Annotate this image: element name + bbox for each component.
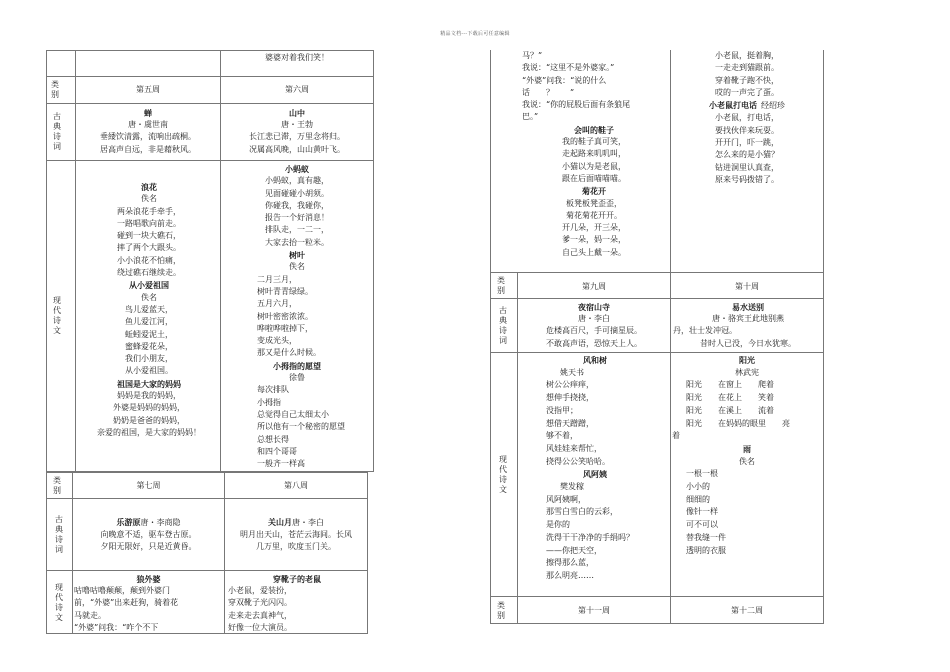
- poem-line: 阳光 在溪上 流着: [686, 405, 774, 415]
- poem-line: 丹，壮士发冲冠。: [673, 326, 737, 336]
- poem-line: 徐鲁: [289, 373, 305, 383]
- poem-title: 小蚂蚁: [285, 164, 309, 174]
- poem-line: 五月六月，: [257, 299, 297, 309]
- poem-line: 前，“外婆”出来赶狗，骑着花: [74, 598, 179, 608]
- poem-line: 碰到一块大礁石，: [117, 231, 181, 241]
- poem-line: “外婆”问我：“说的什么: [522, 75, 607, 85]
- poem-author: 唐・王勃: [281, 120, 313, 130]
- poem-line: 林武宪: [735, 367, 759, 377]
- poem-line: 鸟儿爱蓝天，: [125, 304, 173, 314]
- poem-line: 我说：“这里不是外婆家。”: [522, 63, 615, 73]
- poem-title: 蝉: [144, 108, 152, 118]
- w8-classical: [225, 516, 367, 554]
- poem-line: 原来号码拨错了。: [715, 174, 779, 184]
- classical-label: 古典诗词: [53, 112, 61, 151]
- poem-line: 妈妈是我的妈妈，: [117, 391, 181, 401]
- poem-line: 透明的衣服: [686, 545, 726, 555]
- poem-title: 浪花: [141, 182, 157, 192]
- w6-modern: [223, 163, 371, 470]
- poem-line: 穿着靴子跑不快，: [715, 75, 779, 85]
- poem-line: 巴。”: [522, 112, 539, 122]
- poem-line: 小老鼠，爱装扮，: [228, 586, 292, 596]
- poem-line: 向晚意不适，驱车登古原。: [100, 530, 197, 540]
- poem-line: 此地别燕: [752, 314, 784, 324]
- poem-line: 够不着，: [546, 431, 578, 441]
- poem-line: 几万里，吹度玉门关。: [256, 542, 336, 552]
- poem-line: 亲爱的祖国，是大家的妈妈！: [97, 427, 201, 437]
- poem-line: 不敢高声语，恐惊天上人。: [546, 338, 642, 348]
- poem-title: 穿靴子的老鼠: [273, 574, 321, 584]
- poem-title: 关山月: [268, 517, 292, 527]
- poem-line: 外婆是妈妈的妈妈，: [113, 403, 185, 413]
- poem-line: 可不可以: [686, 520, 718, 530]
- category-label: 类别: [497, 600, 505, 620]
- poem-line: 我的鞋子真可笑，: [562, 137, 626, 147]
- poem-line: 况属高风晚，山山黄叶飞。: [249, 144, 345, 154]
- poem-line: 阳光 在窗上 爬着: [686, 380, 774, 390]
- category-label: 类别: [51, 80, 59, 99]
- w5-classical: [76, 107, 220, 156]
- poem-line: 小蚂蚁，真有趣，: [265, 176, 329, 186]
- poem-line: 洗得干干净净的手绢吗？: [546, 532, 634, 542]
- poem-line: 树叶密密浓浓。: [257, 311, 313, 321]
- poem-line: 菊花菊花开开。: [566, 210, 622, 220]
- category-label: 类别: [497, 275, 505, 295]
- w5-modern: [78, 181, 220, 439]
- poem-line: 那又是什么时候。: [257, 348, 321, 358]
- poem-title: 风和树: [583, 355, 607, 365]
- poem-line: 想借天蹭蹭，: [546, 418, 594, 428]
- poem-line: 报告一个好消息！: [265, 213, 329, 223]
- poem-line: 我们小朋友，: [125, 354, 173, 364]
- poem-line: 大家去抬一粒米。: [265, 237, 329, 247]
- poem-line: 小老鼠，打电话，: [715, 113, 779, 123]
- classical-label: 古典诗词: [55, 514, 63, 554]
- poem-line: 替我缝一件: [686, 532, 726, 542]
- poem-line: 咕噜咕噜颠颠，颠到外婆门: [74, 586, 170, 596]
- w9-classical: [518, 301, 670, 350]
- poem-title: 会叫的鞋子: [574, 124, 614, 135]
- week-12-header: 第十二周: [731, 606, 763, 615]
- poem-line: 跟在后面喵喵喵。: [562, 173, 626, 183]
- poem-author: 唐・虞世南: [128, 120, 168, 130]
- poem-line: 我说：“你的屁股后面有条狼尾: [522, 100, 631, 110]
- week-10-header: 第十周: [735, 282, 759, 291]
- poem-line: 樊发稼: [560, 482, 584, 492]
- continued-poems-left: [520, 50, 668, 259]
- poem-title: 菊花开: [582, 186, 606, 197]
- poem-line: 从小爱祖国。: [125, 366, 173, 376]
- week-5-header: 第五周: [136, 85, 160, 94]
- poem-line: 居高声自远，非是藉秋风。: [100, 144, 196, 154]
- week-6-header: 第六周: [285, 85, 309, 94]
- poem-line: 鱼儿爱江河，: [125, 317, 173, 327]
- poem-line: 走起路来叽叽叫，: [562, 149, 626, 159]
- poem-line: 小小浪花不怕痛，: [117, 255, 181, 265]
- poem-title: 小老鼠打电话 经绍珍: [709, 100, 785, 111]
- week-9-header: 第九周: [582, 282, 606, 291]
- poem-line: 和四个哥哥: [257, 446, 297, 456]
- poem-line: 蜜蜂爱花朵，: [125, 341, 173, 351]
- poem-line: 阳光 在花上 笑着: [686, 393, 774, 403]
- poem-line: 佚名: [289, 262, 305, 272]
- poem-line: 排队走，一二一，: [265, 225, 329, 235]
- poem-line: 两朵浪花手牵手，: [117, 206, 181, 216]
- poem-line: “外婆”问我：“咋个不下: [74, 622, 159, 632]
- w7-classical: [73, 516, 224, 554]
- poem-line: 树叶青青绿绿。: [257, 286, 313, 296]
- poem-line: 像针一样: [686, 507, 718, 517]
- poem-title: 祖国是大家的妈妈: [117, 378, 181, 389]
- poem-title: 阳光: [739, 355, 755, 365]
- poem-line: 一路唱歌向前走。: [117, 218, 181, 228]
- poem-line: 奶奶是爸爸的妈妈，: [113, 415, 185, 425]
- poem-line: 阳光 在妈妈的眼里 亮: [686, 418, 790, 428]
- poem-line: 穿双靴子光闪闪。: [228, 598, 292, 608]
- poem-line: 一走走到猫跟前。: [715, 63, 779, 73]
- w6-classical: [221, 107, 373, 156]
- poem-line: 开几朵，开三朵，: [562, 223, 626, 233]
- poem-line: 每次排队: [257, 385, 289, 395]
- poem-line: 板凳板凳歪歪，: [566, 198, 622, 208]
- poem-author: 唐・李商隐: [140, 518, 181, 527]
- poem-line: 小拇指: [257, 397, 281, 407]
- poem-line: 风阿姨啊，: [546, 494, 586, 504]
- continued-poems-right: [672, 50, 822, 186]
- poem-line: 一根一根: [686, 469, 718, 479]
- poem-line: 哎的一声完了蛋。: [715, 87, 779, 97]
- poem-line: 马就走。: [74, 610, 106, 620]
- poem-line: 树公公痒痒，: [546, 380, 594, 390]
- poem-line: 二月三月，: [257, 274, 297, 284]
- classical-label: 古典诗词: [499, 305, 507, 345]
- poem-line: 变成光头，: [257, 336, 297, 346]
- poem-line: 佚名: [141, 194, 157, 204]
- poem-line: 绕过礁石继续走。: [117, 268, 181, 278]
- poem-line: 钻进洞里认真查，: [715, 162, 779, 172]
- poem-line: 危楼高百尺，手可摘星辰。: [546, 326, 642, 336]
- poem-title: 狼外婆: [136, 574, 161, 584]
- poem-title: 小拇指的愿望: [273, 360, 321, 371]
- poem-line: 怎么来的是小猫？: [715, 150, 779, 160]
- poem-line: 小老鼠，挺着胸，: [715, 51, 779, 60]
- poem-author: 唐・李白: [292, 518, 324, 527]
- poem-line: 小猫以为是老鼠，: [562, 161, 626, 171]
- top-continuation-text: 婆婆对着我们笑！: [265, 53, 329, 62]
- poem-line: 一般齐一样高: [257, 459, 305, 469]
- poem-line: 明月出天山，苍茫云海间。长风: [240, 530, 352, 540]
- modern-label: 现代诗文: [499, 454, 507, 494]
- poem-line: 长江悲已滞，万里念将归。: [249, 132, 345, 142]
- poem-line: ——你把天空，: [546, 545, 602, 555]
- poem-line: 想伸手挠挠，: [546, 393, 594, 403]
- poem-line: 总觉得自己太细太小: [257, 409, 329, 419]
- poem-line: 所以他有一个秘密的愿望: [257, 422, 345, 432]
- modern-label: 现代诗文: [55, 582, 63, 622]
- poem-title: 从小爱祖国: [129, 280, 169, 291]
- poem-line: 爹一朵，妈一朵，: [562, 235, 626, 245]
- poem-line: 自己头上戴一朵。: [562, 247, 626, 257]
- poem-title: 夜宿山寺: [578, 302, 610, 312]
- poem-line: 总想长得: [257, 434, 289, 444]
- w10-classical: [673, 301, 823, 350]
- poem-line: 摔了两个大跟头。: [117, 243, 181, 253]
- w10-modern: [672, 354, 822, 557]
- poem-line: 走来走去真神气，: [228, 610, 292, 620]
- poem-title: 树叶: [289, 250, 305, 261]
- poem-line: 没指甲；: [546, 405, 578, 415]
- poem-line: 那雪白雪白的云彩，: [546, 507, 618, 517]
- poem-line: 昔时人已没，今日水犹寒。: [700, 338, 796, 348]
- poem-line: 夕阳无限好，只是近黄昏。: [100, 542, 197, 552]
- poem-line: 佚名: [141, 292, 157, 302]
- poem-line: 小小的: [686, 482, 710, 492]
- category-label: 类别: [53, 475, 61, 495]
- poem-line: 风娃娃来帮忙，: [546, 443, 602, 453]
- week-11-header: 第十一周: [578, 606, 610, 615]
- poem-title: 风阿姨: [583, 469, 607, 480]
- poem-line: 姚天书: [560, 367, 584, 377]
- poem-line: 擦得那么蓝，: [546, 558, 594, 568]
- poem-title: 雨: [743, 443, 751, 454]
- poem-line: 细细的: [686, 494, 710, 504]
- poem-line: 是你的: [546, 520, 570, 530]
- poem-line: 话 ？ ”: [522, 87, 575, 97]
- poem-line: 见面碰碰小胡须。: [265, 188, 329, 198]
- poem-title: 山中: [289, 108, 305, 118]
- poem-line: 着: [672, 431, 680, 441]
- poem-line: 好像一位大演员。: [228, 622, 292, 632]
- poem-line: 挠得公公笑哈哈。: [546, 456, 610, 466]
- poem-author: 唐・李白: [578, 314, 610, 324]
- poem-line: 要找伙伴来玩耍。: [715, 125, 779, 135]
- week-8-header: 第八周: [284, 481, 308, 490]
- w7-modern: [74, 573, 223, 634]
- w8-modern: [228, 573, 366, 634]
- week-7-header: 第七周: [136, 481, 161, 490]
- poem-line: 你碰我，我碰你，: [265, 200, 329, 210]
- poem-title: 易水送别: [732, 302, 764, 312]
- poem-title: 乐游原: [116, 517, 141, 527]
- poem-author: 唐・骆宾王: [712, 314, 752, 324]
- poem-line: 垂緌饮清露，流响出疏桐。: [100, 132, 196, 142]
- poem-author: 经绍珍: [761, 101, 785, 111]
- poem-line: 那么明亮……: [546, 570, 594, 580]
- modern-label: 现代诗文: [53, 296, 61, 335]
- poem-line: 蚯蚓爱泥土，: [125, 329, 173, 339]
- poem-line: 哗啦哗啦掉下，: [257, 323, 313, 333]
- poem-line: 开开门，吓一跳，: [715, 138, 779, 148]
- page-header: 精品文档---下载后可任意编辑: [440, 31, 510, 37]
- w9-modern: [520, 354, 670, 583]
- poem-line: 马？”: [522, 51, 543, 60]
- poem-line: 佚名: [739, 456, 755, 466]
